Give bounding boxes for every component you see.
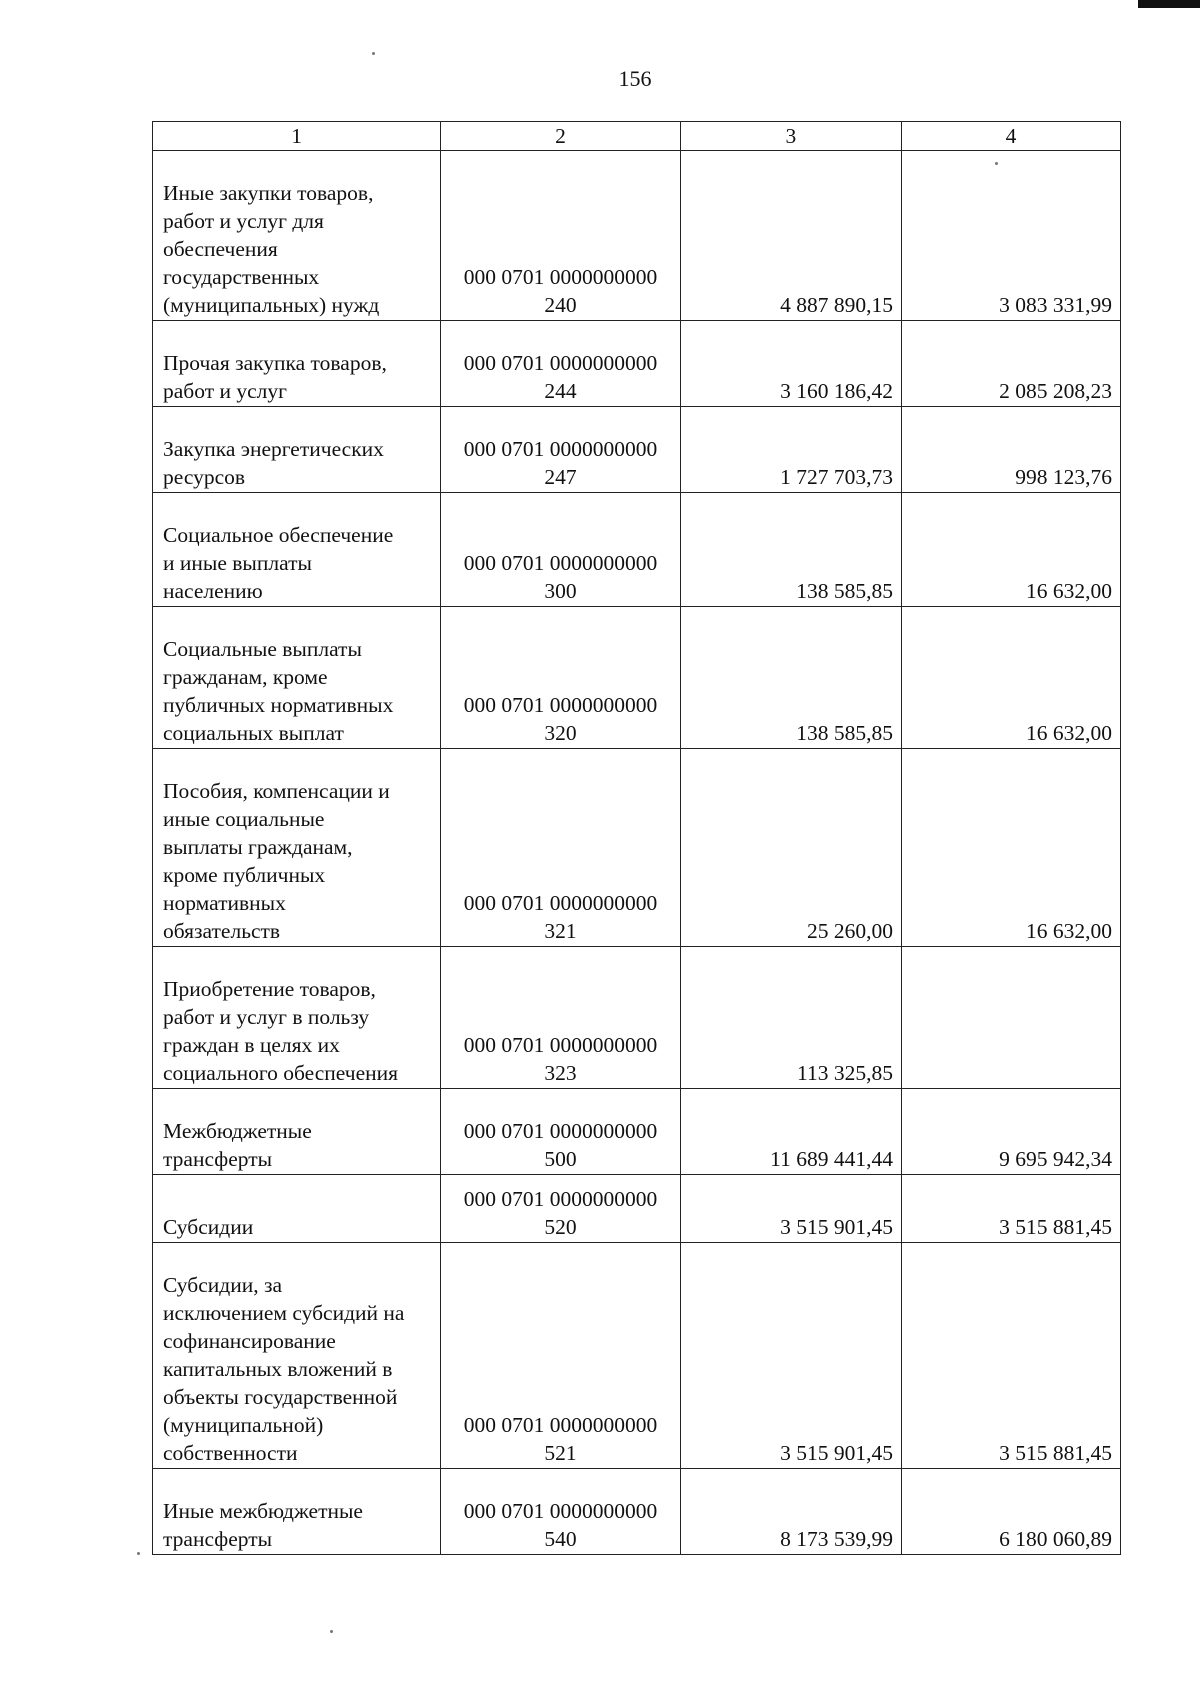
row-value-col3: 11 689 441,44 [680, 1089, 901, 1175]
column-number: 1 [153, 122, 441, 151]
row-name: Социальное обеспечение и иные выплаты населению [153, 493, 441, 607]
table-row [153, 1089, 1121, 1175]
row-code: 000 0701 0000000000 520 [441, 1175, 681, 1243]
row-code: 000 0701 0000000000 300 [441, 493, 681, 607]
table-row [153, 1175, 1121, 1243]
row-value-col3: 8 173 539,99 [680, 1469, 901, 1555]
row-value-col3: 3 160 186,42 [680, 321, 901, 407]
row-value-col4: 3 515 881,45 [901, 1243, 1120, 1469]
row-name: Межбюджетные трансферты [153, 1089, 441, 1175]
column-number: 2 [441, 122, 681, 151]
row-name: Прочая закупка товаров, работ и услуг [153, 321, 441, 407]
scan-speck [137, 1552, 140, 1555]
row-code: 000 0701 0000000000 500 [441, 1089, 681, 1175]
column-number: 4 [901, 122, 1120, 151]
row-value-col3: 1 727 703,73 [680, 407, 901, 493]
row-value-col3: 113 325,85 [680, 947, 901, 1089]
row-name: Приобретение товаров, работ и услуг в пользу граждан в целях их социального обеспечения [153, 947, 441, 1089]
row-code: 000 0701 0000000000 540 [441, 1469, 681, 1555]
row-name: Субсидии, за исключением субсидий на софинансирование капитальных вложений в объекты государственной (муниципальной) собственности [153, 1243, 441, 1469]
row-name: Субсидии [153, 1175, 441, 1243]
row-code: 000 0701 0000000000 244 [441, 321, 681, 407]
row-value-col3: 3 515 901,45 [680, 1243, 901, 1469]
table-row [153, 321, 1121, 407]
row-name: Закупка энергетических ресурсов [153, 407, 441, 493]
row-value-col4: 998 123,76 [901, 407, 1120, 493]
row-value-col4: 3 515 881,45 [901, 1175, 1120, 1243]
row-value-col3: 3 515 901,45 [680, 1175, 901, 1243]
row-value-col4: 16 632,00 [901, 749, 1120, 947]
row-code: 000 0701 0000000000 321 [441, 749, 681, 947]
row-code: 000 0701 0000000000 320 [441, 607, 681, 749]
page-number: 156 [618, 66, 652, 91]
scan-speck [372, 52, 375, 55]
table-row [153, 607, 1121, 749]
row-value-col4: 2 085 208,23 [901, 321, 1120, 407]
row-value-col3: 138 585,85 [680, 607, 901, 749]
row-name: Социальные выплаты гражданам, кроме публичных нормативных социальных выплат [153, 607, 441, 749]
row-value-col3: 25 260,00 [680, 749, 901, 947]
row-value-col3: 138 585,85 [680, 493, 901, 607]
column-number: 3 [680, 122, 901, 151]
scan-edge-mark [1138, 0, 1200, 8]
row-name: Иные межбюджетные трансферты [153, 1469, 441, 1555]
table-row [153, 493, 1121, 607]
table-row [153, 407, 1121, 493]
table-row [153, 1469, 1121, 1555]
row-value-col4: 16 632,00 [901, 607, 1120, 749]
budget-table [152, 121, 1121, 1555]
table-row [153, 749, 1121, 947]
scan-speck [330, 1630, 333, 1633]
row-code: 000 0701 0000000000 247 [441, 407, 681, 493]
table-row [153, 947, 1121, 1089]
table-row [153, 151, 1121, 321]
row-value-col4: 16 632,00 [901, 493, 1120, 607]
row-value-col4: 6 180 060,89 [901, 1469, 1120, 1555]
column-number-row [153, 122, 1121, 151]
row-name: Пособия, компенсации и иные социальные выплаты гражданам, кроме публичных нормативных обязательств [153, 749, 441, 947]
row-code: 000 0701 0000000000 323 [441, 947, 681, 1089]
row-value-col3: 4 887 890,15 [680, 151, 901, 321]
row-value-col4: 3 083 331,99 [901, 151, 1120, 321]
row-name: Иные закупки товаров, работ и услуг для обеспечения государственных (муниципальных) нужд [153, 151, 441, 321]
row-code: 000 0701 0000000000 240 [441, 151, 681, 321]
row-value-col4: 9 695 942,34 [901, 1089, 1120, 1175]
row-code: 000 0701 0000000000 521 [441, 1243, 681, 1469]
table-row [153, 1243, 1121, 1469]
row-value-col4 [901, 947, 1120, 1089]
